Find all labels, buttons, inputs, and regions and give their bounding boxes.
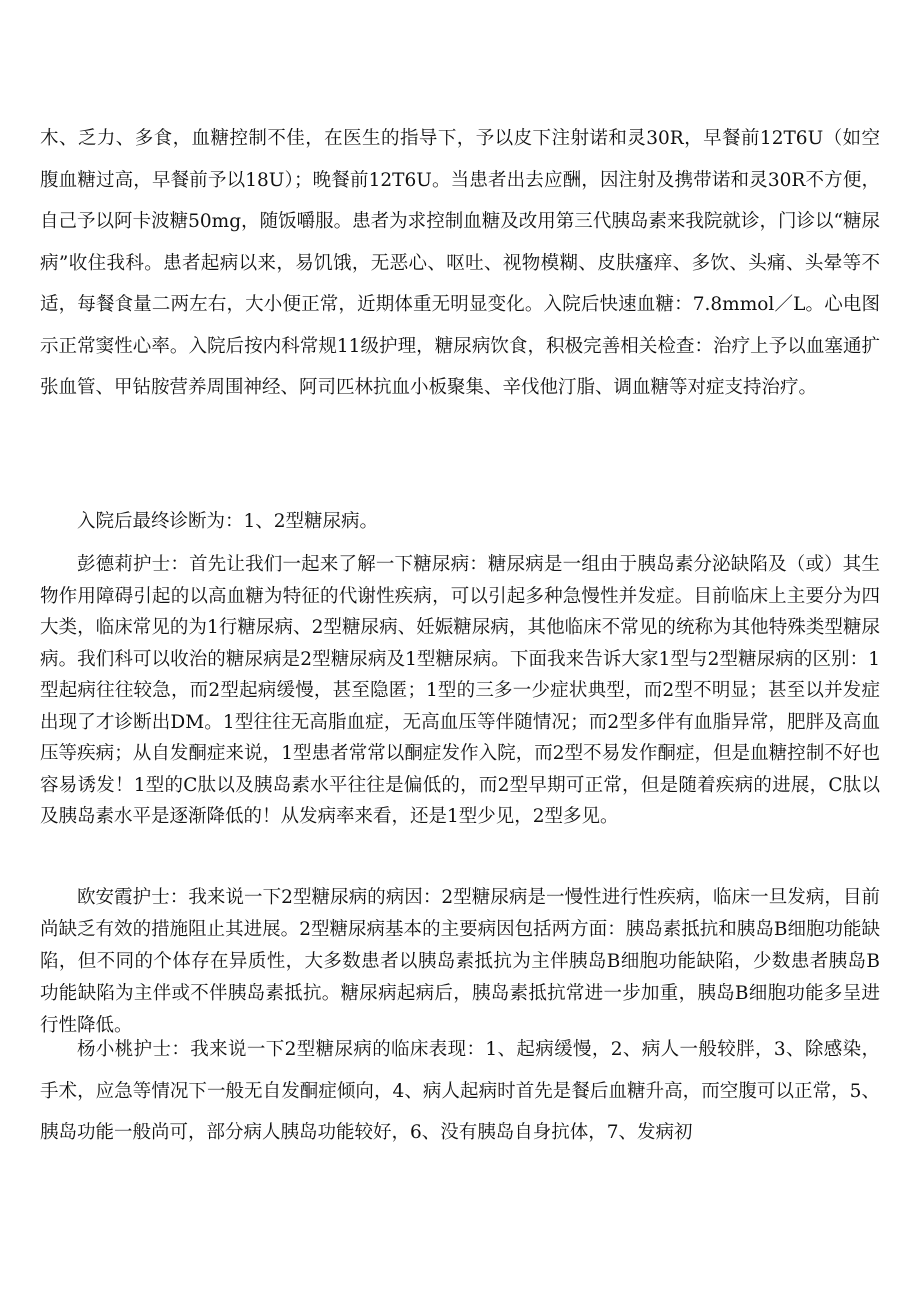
paragraph-final-diagnosis: 入院后最终诊断为：1、2型糖尿病。 bbox=[77, 511, 379, 532]
paragraph-patient-history: 木、乏力、多食，血糖控制不佳，在医生的指导下，予以皮下注射诺和灵30R，早餐前12T6U（如空腹血糖过高，早餐前予以18U）；晚餐前12T6U。当患者出去应酬，因注射及携带诺和灵30R不方便，自己予以阿卡波糖50mg，随饭嚼服。患者为求控制血糖及改用第三代胰岛素来我院就诊，门诊以“糖尿病”收住我科。患者起病以来，易饥饿，无恶心、呕吐、视物模糊、皮肤瘙痒、多饮、头痛、头晕等不适，每餐食量二两左右，大小便正常，近期体重无明显变化。入院后快速血糖：7.8mmol／L。心电图示正常窦性心率。入院后按内科常规11级护理，糖尿病饮食，积极完善相关检查：治疗上予以血塞通扩张血管、甲钻胺营养周围神经、阿司匹林抗血小板聚集、辛伐他汀脂、调血糖等对症支持治疗。 bbox=[40, 128, 880, 398]
paragraph-type2-cause: 欧安霞护士：我来说一下2型糖尿病的病因：2型糖尿病是一慢性进行性疾病，临床一旦发病，目前尚缺乏有效的措施阻止其进展。2型糖尿病基本的主要病因包括两方面：胰岛素抵抗和胰岛B细胞功能缺陷，但不同的个体存在异质性，大多数患者以胰岛素抵抗为主伴胰岛B细胞功能缺陷，少数患者胰岛B功能缺陷为主伴或不伴胰岛素抵抗。糖尿病起病后，胰岛素抵抗常进一步加重，胰岛B细胞功能多呈进行性降低。 bbox=[40, 887, 880, 1036]
paragraph-type2-symptoms: 杨小桃护士：我来说一下2型糖尿病的临床表现：1、起病缓慢，2、病人一般较胖，3、除感染，手术，应急等情况下一般无自发酮症倾向，4、病人起病时首先是餐后血糖升高，而空腹可以正常，5、胰岛功能一般尚可，部分病人胰岛功能较好，6、没有胰岛自身抗体，7、发病初 bbox=[40, 1039, 880, 1143]
paragraph-diabetes-overview: 彭德莉护士：首先让我们一起来了解一下糖尿病：糖尿病是一组由于胰岛素分泌缺陷及（或）其生物作用障碍引起的以高血糖为特征的代谢性疾病，可以引起多种急慢性并发症。目前临床上主要分为四大类，临床常见的为1行糖尿病、2型糖尿病、妊娠糖尿病，其他临床不常见的统称为其他特殊类型糖尿病。我们科可以收治的糖尿病是2型糖尿病及1型糖尿病。下面我来告诉大家1型与2型糖尿病的区别：1型起病往往较急，而2型起病缓慢，甚至隐匿；1型的三多一少症状典型，而2型不明显；甚至以并发症出现了才诊断出DM。1型往往无高脂血症，无高血压等伴随情况；而2型多伴有血脂异常，肥胖及高血压等疾病；从自发酮症来说，1型患者常常以酮症发作入院，而2型不易发作酮症，但是血糖控制不好也容易诱发！1型的C肽以及胰岛素水平往往是偏低的，而2型早期可正常，但是随着疾病的进展，C肽以及胰岛素水平是逐渐降低的！从发病率来看，还是1型少见，2型多见。 bbox=[40, 554, 880, 827]
